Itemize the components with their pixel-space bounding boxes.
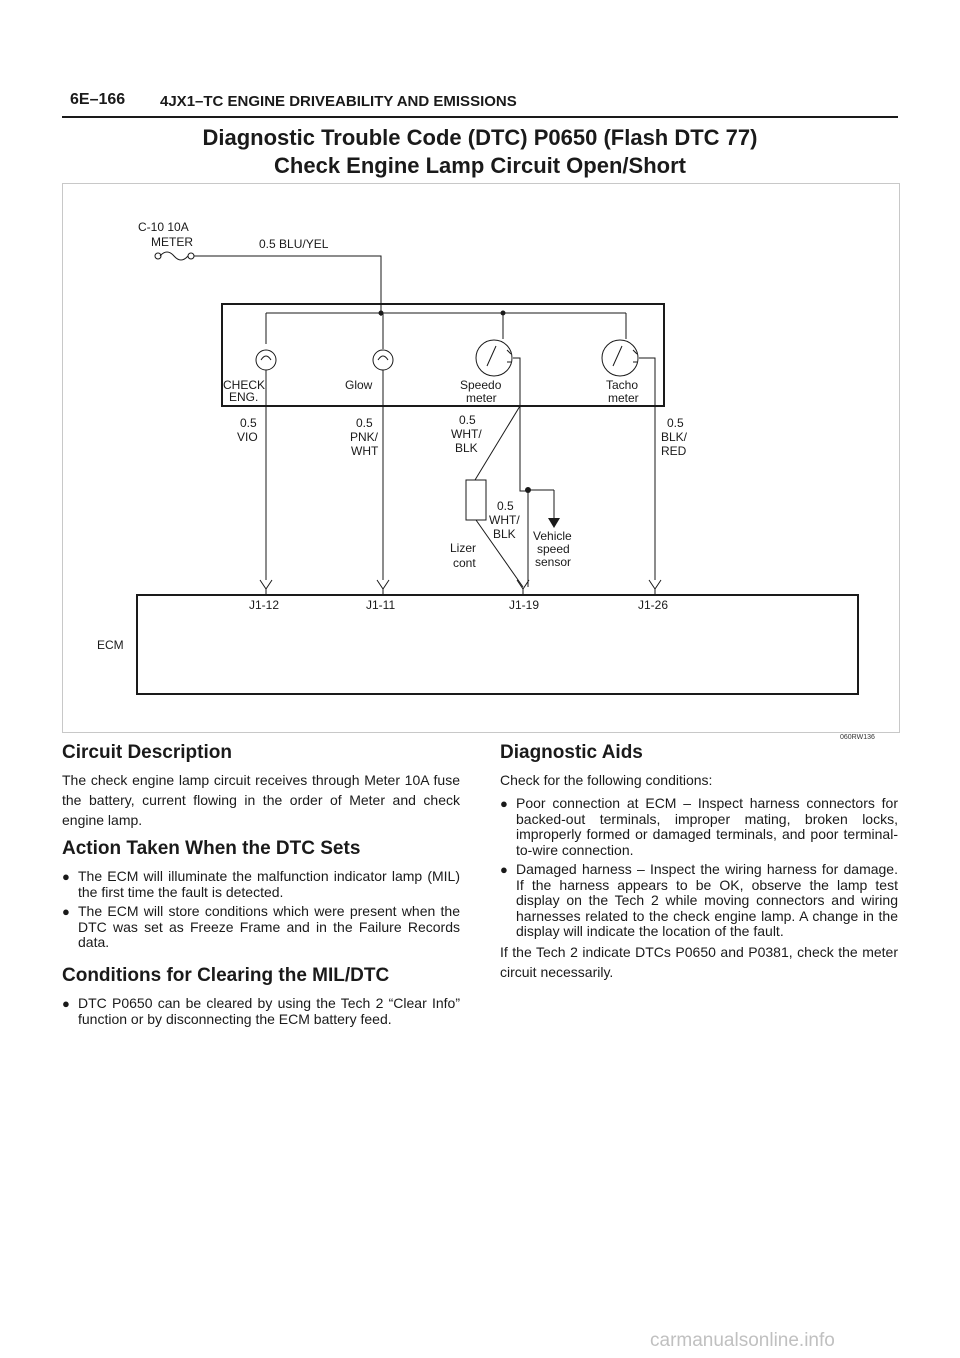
wiring-diagram — [62, 183, 900, 733]
list-item: ● The ECM will illuminate the malfunction indicator lamp (MIL) the first time the fault is detected. — [62, 868, 460, 900]
glow-lamp-symbol — [373, 350, 393, 370]
wire-label-vio-2: VIO — [237, 430, 258, 444]
fuse-terminal-right — [188, 253, 194, 259]
fuse-symbol — [160, 252, 188, 260]
wire-label-pnk-3: WHT — [351, 444, 379, 458]
wire-label-whtb-2: WHT/ — [489, 513, 520, 527]
supply-wire-label: 0.5 BLU/YEL — [259, 237, 329, 251]
vss-label-1: Vehicle — [533, 529, 572, 543]
list-item: ● DTC P0650 can be cleared by using the Tech 2 “Clear Info” function or by disconnecting the ECM battery feed. — [62, 995, 460, 1027]
lizer-cont-box — [466, 480, 486, 520]
vss-label-3: sensor — [535, 555, 572, 569]
title-line-1: Diagnostic Trouble Code (DTC) P0650 (Flash DTC 77) — [202, 125, 758, 150]
section-title: 4JX1–TC ENGINE DRIVEABILITY AND EMISSIONS — [160, 93, 517, 110]
page-title — [62, 124, 898, 180]
pin-label-j1-26: J1-26 — [638, 598, 669, 612]
watermark: carmanualsonline.info — [650, 1330, 835, 1351]
diagnostic-aids-heading: Diagnostic Aids — [500, 742, 643, 763]
fuse-label-1: C-10 10A — [138, 220, 189, 234]
clearing-heading: Conditions for Clearing the MIL/DTC — [62, 965, 390, 986]
check-engine-lamp-symbol — [256, 350, 276, 370]
wire-label-blk-2: BLK/ — [661, 430, 688, 444]
lamp-label-speedo-1: Speedo — [460, 378, 502, 392]
pin-j1-12-symbol — [260, 580, 272, 595]
pin-label-j1-12: J1-12 — [249, 598, 280, 612]
circuit-description-section — [62, 742, 460, 830]
diagnostic-aids-section — [500, 742, 898, 982]
vss-label-2: speed — [537, 542, 570, 556]
lizer-label-1: Lizer — [450, 541, 477, 555]
ecm-label: ECM — [97, 638, 124, 652]
wire-label-pnk-1: 0.5 — [356, 416, 373, 430]
tachometer-symbol — [602, 340, 638, 376]
clearing-section — [62, 965, 460, 1027]
list-item: ● Poor connection at ECM – Inspect harness connectors for backed-out terminals, improper mating, broken locks, improperly formed or damaged terminals, and poor terminal-to-wire connection. — [500, 795, 898, 858]
pin-j1-11-symbol — [377, 580, 389, 595]
wire-label-whtb-3: BLK — [493, 527, 516, 541]
lamp-label-check-1: CHECK — [223, 378, 266, 392]
vss-arrow-icon — [548, 518, 560, 528]
wire-vss-signal — [520, 406, 528, 491]
wire-blk-red — [639, 358, 655, 580]
wire-label-wht-2: WHT/ — [451, 427, 482, 441]
wire-label-pnk-2: PNK/ — [350, 430, 379, 444]
lamp-label-check-2: ENG. — [229, 390, 259, 404]
junction-dot-2 — [501, 311, 506, 316]
circuit-description-text: The check engine lamp circuit receives through Meter 10A fuse the battery, current flowing in the order of Meter and check engine lamp. — [62, 772, 460, 828]
bullet-icon: ● — [62, 996, 70, 1011]
lamp-label-tacho-1: Tacho — [606, 378, 639, 392]
wire-label-wht-3: BLK — [455, 441, 478, 455]
diagnostic-aids-intro: Check for the following conditions: — [500, 772, 713, 788]
lamp-label-speedo-2: meter — [466, 391, 497, 405]
action-taken-list — [62, 869, 460, 951]
wire-label-blk-1: 0.5 — [667, 416, 684, 430]
wire-label-blk-3: RED — [661, 444, 687, 458]
list-item: ● Damaged harness – Inspect the wiring harness for damage. If the harness appears to be OK, observe the lamp test display on the Tech 2 while moving connectors and wiring harnesses related to the check engine lamp. A change in the display will indicate the location of the fault. — [500, 861, 898, 939]
clearing-list — [62, 996, 460, 1027]
wire-label-whtb-1: 0.5 — [497, 499, 514, 513]
figure-id: 060RW136 — [840, 734, 875, 741]
speedometer-symbol — [476, 340, 512, 376]
bullet-icon: ● — [500, 862, 508, 877]
wiring-diagram-svg — [63, 184, 899, 732]
bullet-icon: ● — [62, 869, 70, 884]
wire-label-vio-1: 0.5 — [240, 416, 257, 430]
circuit-description-heading: Circuit Description — [62, 742, 232, 763]
pin-j1-26-symbol — [649, 580, 661, 595]
junction-dot-1 — [379, 311, 384, 316]
diagnostic-aids-outro: If the Tech 2 indicate DTCs P0650 and P0381, check the meter circuit necessarily. — [500, 943, 898, 980]
pin-label-j1-11: J1-11 — [366, 598, 396, 612]
pin-label-j1-19: J1-19 — [509, 598, 540, 612]
bullet-icon: ● — [62, 904, 70, 919]
action-taken-heading: Action Taken When the DTC Sets — [62, 838, 361, 859]
page-number: 6E–166 — [70, 91, 126, 108]
bullet-icon: ● — [500, 796, 508, 811]
lamp-label-glow: Glow — [345, 378, 373, 392]
ecm-box — [137, 595, 858, 694]
action-taken-section — [62, 838, 460, 951]
list-item: ● The ECM will store conditions which were present when the DTC was set as Freeze Frame and in the Failure Records data. — [62, 903, 460, 950]
wire-label-wht-1: 0.5 — [459, 413, 476, 427]
title-line-2: Check Engine Lamp Circuit Open/Short — [274, 153, 686, 178]
meter-cluster-box — [222, 304, 664, 406]
lizer-label-2: cont — [453, 556, 476, 570]
lamp-label-tacho-2: meter — [608, 391, 639, 405]
pin-j1-19-symbol — [517, 580, 529, 595]
fuse-label-2: METER — [151, 235, 193, 249]
diagnostic-aids-list — [500, 796, 898, 940]
junction-dot-3 — [525, 487, 531, 493]
header-rule — [62, 116, 898, 118]
